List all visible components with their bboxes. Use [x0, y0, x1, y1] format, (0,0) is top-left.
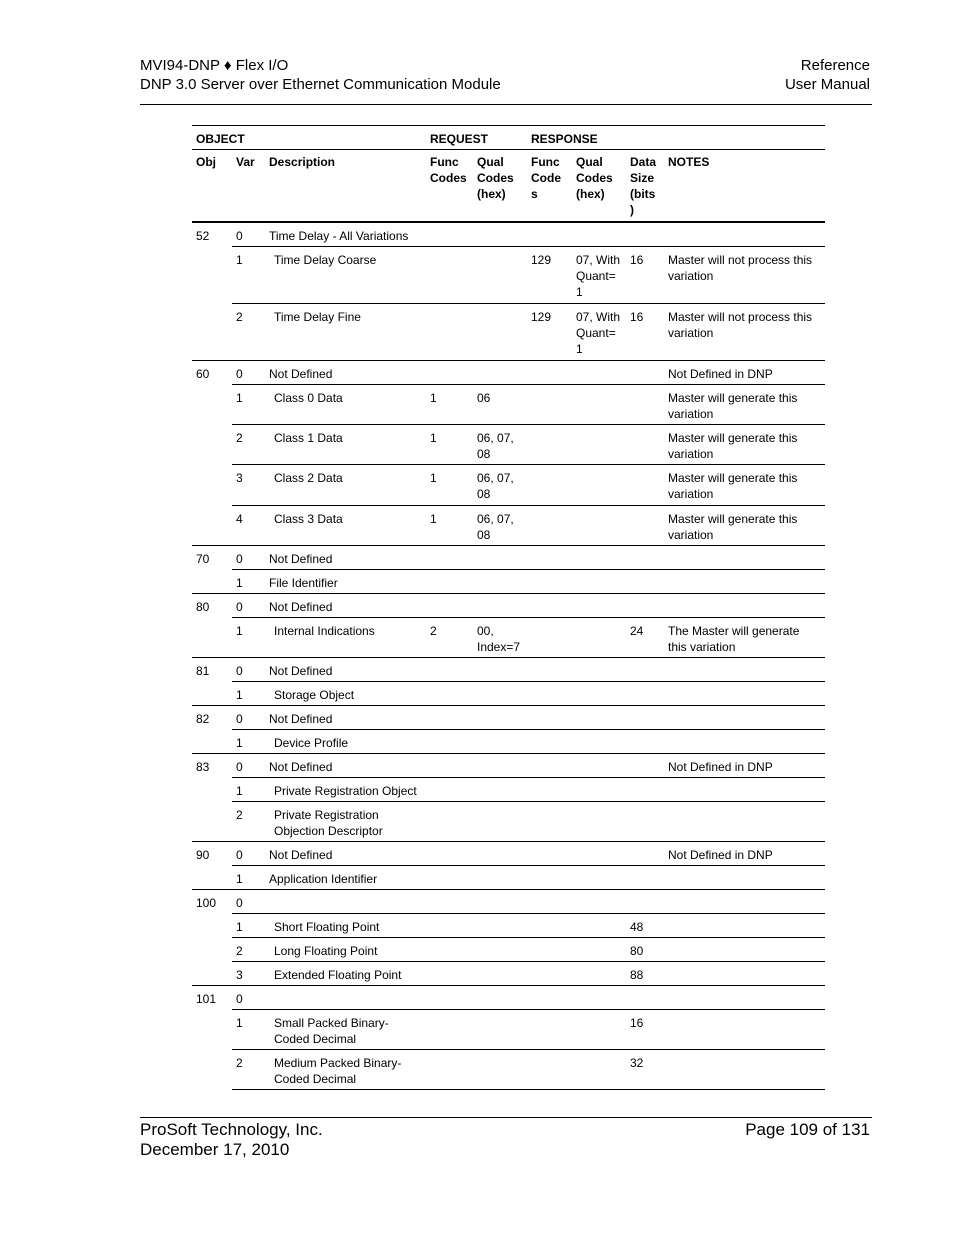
document-type: User Manual: [784, 76, 870, 93]
table-row: [232, 384, 825, 424]
table-row: [232, 464, 825, 505]
cell-obj: 70: [196, 552, 210, 566]
cell-var: 3: [236, 471, 243, 485]
page-footer-left: [140, 1120, 323, 1160]
cell-obj: 80: [196, 600, 210, 614]
table-row: [232, 424, 825, 464]
cell-data-size: 48: [630, 920, 644, 934]
cell-obj: 83: [196, 760, 210, 774]
cell-var: 2: [236, 1056, 243, 1070]
cell-notes: Not Defined in DNP: [668, 760, 773, 774]
col-request-func: Func Codes: [430, 155, 467, 185]
cell-var: 1: [236, 624, 243, 638]
cell-notes: Not Defined in DNP: [668, 848, 773, 862]
table-row: [232, 1009, 825, 1049]
cell-var: 1: [236, 688, 243, 702]
table-row: [192, 545, 825, 569]
company-name: ProSoft Technology, Inc.: [140, 1120, 323, 1139]
page-footer-right: [745, 1120, 870, 1140]
cell-var: 1: [236, 920, 243, 934]
cell-notes: Master will generate this variation: [668, 391, 798, 421]
cell-response-func: 129: [531, 253, 552, 267]
cell-data-size: 80: [630, 944, 644, 958]
cell-description: Time Delay Fine: [274, 310, 361, 324]
cell-var: 0: [236, 760, 243, 774]
cell-description: Class 2 Data: [274, 471, 343, 485]
cell-description: Not Defined: [269, 367, 333, 381]
table-row: [232, 1049, 825, 1090]
table-row: [232, 801, 825, 841]
cell-description: Time Delay - All Variations: [269, 229, 409, 243]
cell-obj: 100: [196, 896, 217, 910]
group-header-response: RESPONSE: [531, 132, 598, 146]
cell-var: 1: [236, 872, 243, 886]
cell-description: Private Registration Objection Descriptor: [274, 808, 383, 838]
cell-var: 2: [236, 944, 243, 958]
cell-request-qual: 06, 07, 08: [477, 431, 514, 461]
footer-divider: [140, 1117, 872, 1118]
page-header-right: [785, 56, 870, 94]
cell-var: 1: [236, 1016, 243, 1030]
cell-description: Not Defined: [269, 848, 333, 862]
table-row: [232, 777, 825, 801]
cell-obj: 52: [196, 229, 210, 243]
table-row: [192, 985, 825, 1009]
cell-request-func: 1: [430, 431, 437, 445]
cell-var: 2: [236, 310, 243, 324]
table-row: [232, 569, 825, 593]
table-row: [192, 889, 825, 913]
page-header-left: [140, 56, 501, 94]
cell-var: 1: [236, 736, 243, 750]
cell-var: 0: [236, 664, 243, 678]
cell-var: 1: [236, 576, 243, 590]
product-title: MVI94-DNP ♦ Flex I/O: [140, 57, 289, 74]
cell-description: Application Identifier: [269, 872, 378, 886]
cell-request-func: 1: [430, 512, 437, 526]
cell-description: Time Delay Coarse: [274, 253, 377, 267]
table-row: [232, 505, 825, 545]
cell-response-func: 129: [531, 310, 552, 324]
dnp-object-table: [192, 125, 825, 1090]
cell-description: Class 0 Data: [274, 391, 343, 405]
cell-var: 2: [236, 808, 243, 822]
cell-var: 1: [236, 253, 243, 267]
table-row: [192, 841, 825, 865]
cell-obj: 60: [196, 367, 210, 381]
cell-description: File Identifier: [269, 576, 338, 590]
cell-description: Not Defined: [269, 664, 333, 678]
cell-data-size: 16: [630, 310, 644, 324]
cell-description: Class 3 Data: [274, 512, 343, 526]
col-var: Var: [236, 155, 255, 169]
cell-var: 3: [236, 968, 243, 982]
cell-description: Extended Floating Point: [274, 968, 402, 982]
cell-notes: Master will generate this variation: [668, 431, 798, 461]
cell-var: 0: [236, 229, 243, 243]
cell-obj: 82: [196, 712, 210, 726]
table-row: [192, 753, 825, 777]
col-data-size: Data Size (bits ): [630, 155, 657, 217]
cell-obj: 81: [196, 664, 210, 678]
cell-data-size: 16: [630, 1016, 644, 1030]
cell-var: 0: [236, 848, 243, 862]
table-row: [232, 729, 825, 753]
cell-notes: The Master will generate this variation: [668, 624, 800, 654]
cell-notes: Master will generate this variation: [668, 471, 798, 501]
cell-var: 1: [236, 391, 243, 405]
cell-notes: Master will not process this variation: [668, 310, 813, 340]
cell-request-func: 1: [430, 471, 437, 485]
table-row: [232, 681, 825, 705]
cell-description: Short Floating Point: [274, 920, 380, 934]
cell-var: 1: [236, 784, 243, 798]
cell-description: Storage Object: [274, 688, 355, 702]
col-notes: NOTES: [668, 155, 710, 169]
product-subtitle: DNP 3.0 Server over Ethernet Communication Module: [140, 76, 501, 93]
cell-request-func: 2: [430, 624, 437, 638]
table-row: [232, 617, 825, 657]
table-row: [192, 657, 825, 681]
cell-request-qual: 00, Index=7: [477, 624, 521, 654]
cell-var: 2: [236, 431, 243, 445]
section-label: Reference: [800, 57, 870, 74]
cell-description: Medium Packed Binary-Coded Decimal: [274, 1056, 402, 1086]
cell-response-qual: 07, With Quant= 1: [576, 310, 621, 356]
cell-var: 0: [236, 600, 243, 614]
cell-description: Private Registration Object: [274, 784, 417, 798]
cell-data-size: 88: [630, 968, 644, 982]
cell-description: Not Defined: [269, 600, 333, 614]
table-row: [232, 303, 825, 360]
cell-description: Device Profile: [274, 736, 349, 750]
cell-obj: 101: [196, 992, 217, 1006]
table-row: [232, 246, 825, 303]
table-row: [192, 360, 825, 384]
col-description: Description: [269, 155, 336, 169]
header-divider: [140, 104, 872, 105]
cell-description: Not Defined: [269, 712, 333, 726]
page-number: Page 109 of 131: [745, 1120, 870, 1139]
cell-var: 0: [236, 367, 243, 381]
col-response-qual: Qual Codes (hex): [576, 155, 613, 201]
table-row: [192, 593, 825, 617]
cell-request-qual: 06, 07, 08: [477, 471, 514, 501]
cell-data-size: 16: [630, 253, 644, 267]
cell-var: 0: [236, 712, 243, 726]
table-row: [192, 222, 825, 246]
cell-description: Not Defined: [269, 552, 333, 566]
table-row: [192, 705, 825, 729]
cell-data-size: 24: [630, 624, 644, 638]
group-header-object: OBJECT: [196, 132, 245, 146]
cell-request-qual: 06: [477, 391, 491, 405]
document-date: December 17, 2010: [140, 1140, 290, 1159]
cell-obj: 90: [196, 848, 210, 862]
table-group-header: [192, 125, 825, 149]
cell-description: Class 1 Data: [274, 431, 343, 445]
cell-var: 4: [236, 512, 243, 526]
table-row: [232, 913, 825, 937]
cell-request-func: 1: [430, 391, 437, 405]
cell-var: 0: [236, 552, 243, 566]
cell-notes: Master will not process this variation: [668, 253, 813, 283]
cell-var: 0: [236, 992, 243, 1006]
cell-var: 0: [236, 896, 243, 910]
col-obj: Obj: [196, 155, 216, 169]
col-request-qual: Qual Codes (hex): [477, 155, 514, 201]
group-header-request: REQUEST: [430, 132, 489, 146]
cell-description: Internal Indications: [274, 624, 375, 638]
cell-description: Long Floating Point: [274, 944, 378, 958]
cell-data-size: 32: [630, 1056, 644, 1070]
table-column-header: [192, 149, 825, 222]
cell-description: Not Defined: [269, 760, 333, 774]
cell-request-qual: 06, 07, 08: [477, 512, 514, 542]
cell-response-qual: 07, With Quant= 1: [576, 253, 621, 299]
cell-description: Small Packed Binary-Coded Decimal: [274, 1016, 389, 1046]
cell-notes: Not Defined in DNP: [668, 367, 773, 381]
cell-notes: Master will generate this variation: [668, 512, 798, 542]
table-row: [232, 937, 825, 961]
col-response-func: Func Code s: [531, 155, 561, 201]
table-row: [232, 961, 825, 985]
table-row: [232, 865, 825, 889]
